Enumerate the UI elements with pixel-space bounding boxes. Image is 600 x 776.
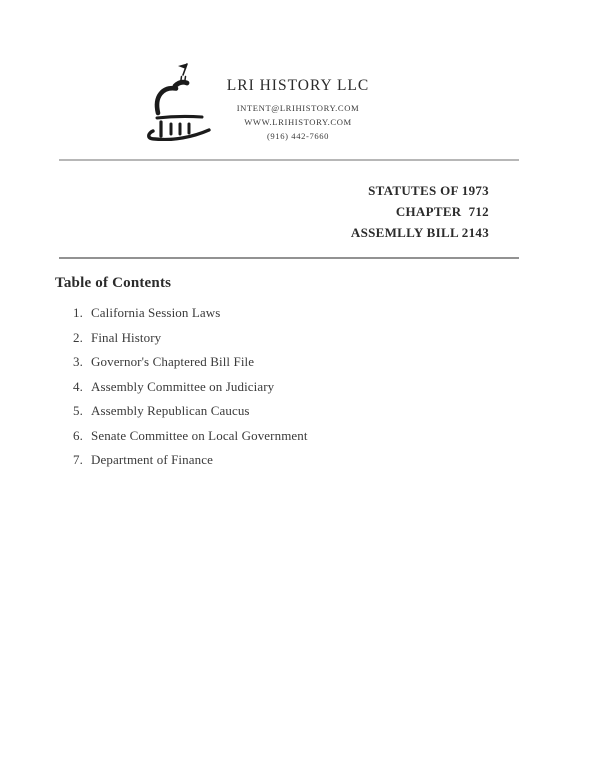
toc-item-number: 5. [73,403,83,419]
toc-item-number: 1. [73,305,83,321]
toc-item-label: Assembly Committee on Judiciary [91,378,275,394]
toc-item-label: Department of Finance [91,452,213,468]
chapter-line: CHAPTER 712 [395,204,489,219]
toc-item-number: 7. [73,452,83,468]
company-name: LRI HISTORY LLC [226,77,370,94]
toc-item [70,375,490,400]
divider-bottom [59,257,519,259]
toc-item [70,424,490,449]
toc-item-number: 3. [73,354,83,370]
letterhead-text [195,76,401,143]
toc-item [70,399,490,424]
toc-item-label: Assembly Republican Caucus [91,403,250,419]
toc-item-label: Governor's Chaptered Bill File [91,354,255,370]
email-text: INTENT@LRIHISTORY.COM [236,103,360,113]
toc-item [70,301,490,326]
toc-item [70,350,490,375]
toc-item-label: Final History [91,329,162,345]
statutes-line: STATUTES OF 1973 [368,183,489,198]
phone-text: (916) 442-7660 [266,131,330,141]
toc-list [70,301,490,473]
toc-item-label: Senate Committee on Local Government [91,427,308,443]
website-text: WWW.LRIHISTORY.COM [244,117,352,127]
toc-item [70,448,490,473]
document-info-block [351,180,489,243]
divider-top [59,159,519,161]
toc-item [70,326,490,351]
toc-item-number: 6. [73,427,83,443]
toc-item-label: California Session Laws [91,305,221,321]
toc-item-number: 2. [73,329,83,345]
bill-line: ASSEMLLY BILL 2143 [350,225,489,240]
toc-item-number: 4. [73,378,83,394]
toc-heading: Table of Contents [55,275,172,291]
